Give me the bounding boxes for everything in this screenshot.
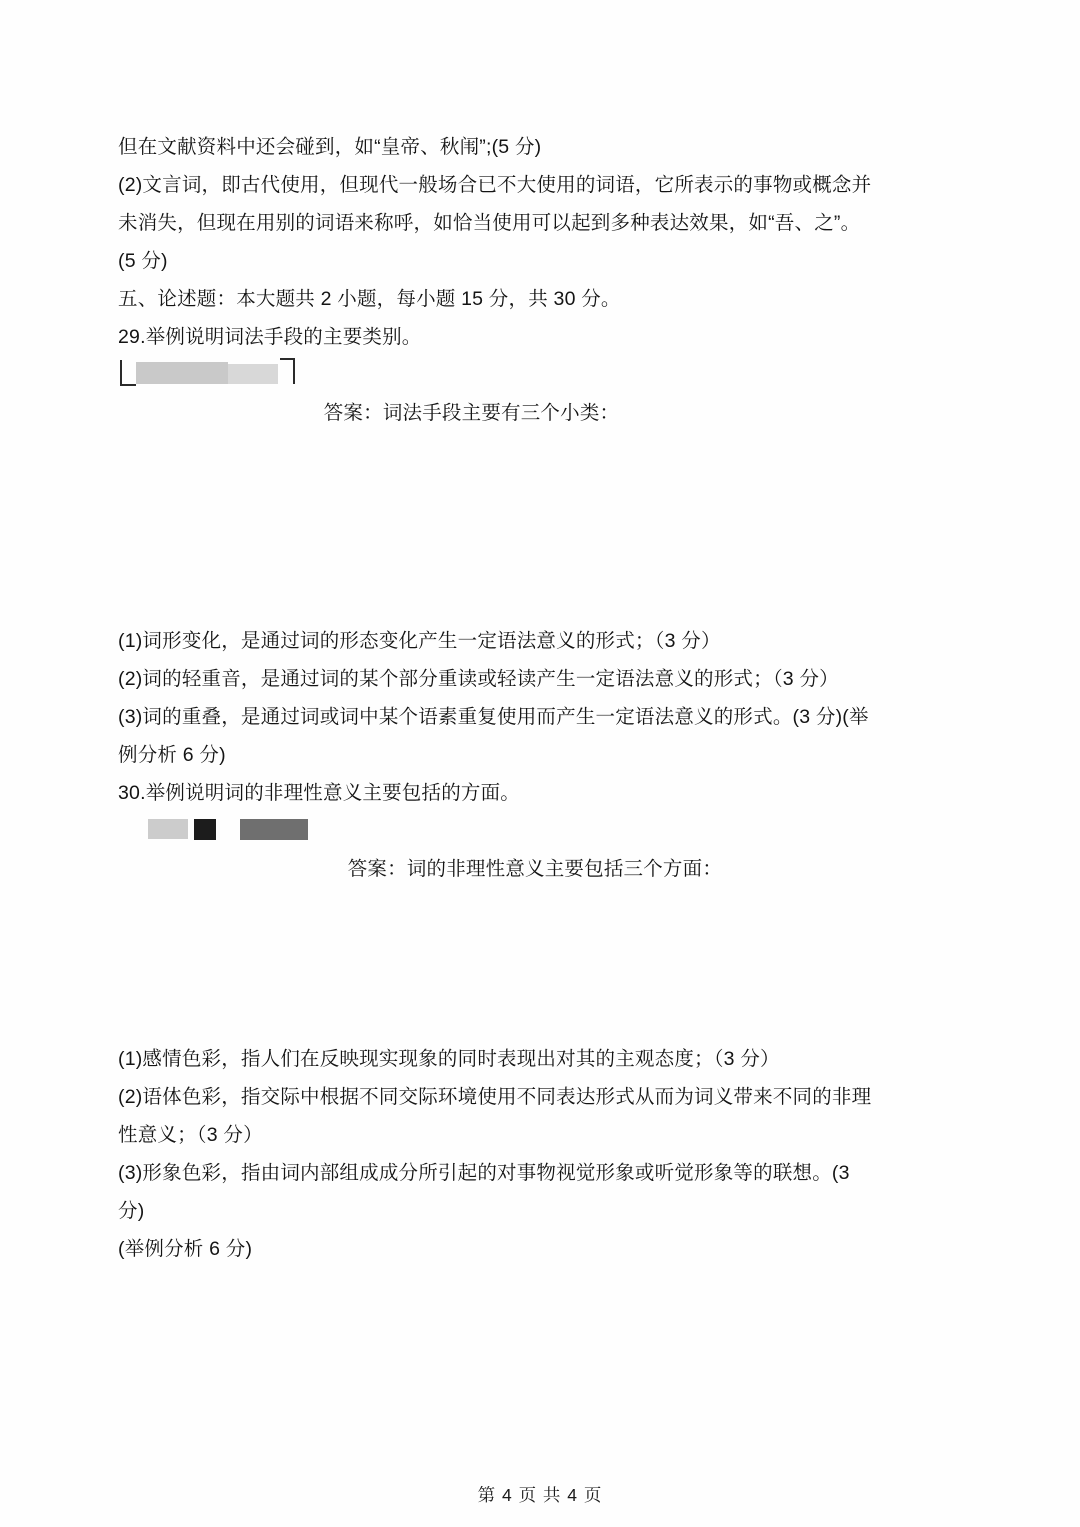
- question-29-answer-line: [118, 356, 966, 622]
- body-line-14: (1)感情色彩，指人们在反映现实现象的同时表现出对其的主观态度；（3 分）: [118, 1048, 780, 1070]
- body-line-15: (2)语体色彩，指交际中根据不同交际环境使用不同表达形式从而为词义带来不同的非理: [118, 1086, 872, 1108]
- question-30-answer-line: [118, 812, 966, 1040]
- section-heading-five: 五、论述题：本大题共 2 小题，每小题 15 分，共 30 分。: [118, 288, 621, 310]
- redaction-block-2: [228, 364, 278, 384]
- body-line-3: 未消失，但现在用别的词语来称呼，如恰当使用可以起到多种表达效果，如“吾、之”。: [118, 212, 861, 234]
- body-line-16: 性意义；（3 分）: [118, 1124, 263, 1146]
- redaction-block-1: [136, 362, 228, 384]
- body-line-17: (3)形象色彩，指由词内部组成成分所引起的对事物视觉形象或听觉形象等的联想。(3: [118, 1162, 850, 1184]
- redaction-block-3a: [148, 819, 188, 839]
- bracket-left-icon: [120, 360, 136, 386]
- body-line-2: (2)文言词，即古代使用，但现代一般场合已不大使用的词语，它所表示的事物或概念并: [118, 174, 872, 196]
- question-29-stem: 29.举例说明词法手段的主要类别。: [118, 326, 422, 348]
- body-line-18: 分): [118, 1200, 145, 1222]
- question-30-answer-text: 答案：词的非理性意义主要包括三个方面：: [347, 858, 723, 880]
- body-line-8: (1)词形变化，是通过词的形态变化产生一定语法意义的形式；（3 分）: [118, 630, 721, 652]
- body-line-10: (3)词的重叠，是通过词或词中某个语素重复使用而产生一定语法意义的形式。(3 分)(举: [118, 706, 869, 728]
- page-footer: 第 4 页 共 4 页: [477, 1485, 603, 1505]
- body-line-19: (举例分析 6 分): [118, 1238, 253, 1260]
- question-30-stem: 30.举例说明词的非理性意义主要包括的方面。: [118, 782, 521, 804]
- document-body: [118, 128, 966, 1268]
- redaction-block-4: [240, 819, 308, 840]
- bracket-right-icon: [280, 358, 295, 384]
- question-29-answer-text: 答案：词法手段主要有三个小类：: [323, 402, 620, 424]
- body-line-9: (2)词的轻重音，是通过词的某个部分重读或轻读产生一定语法意义的形式；（3 分）: [118, 668, 839, 690]
- redaction-block-3: [194, 819, 216, 840]
- body-line-1: 但在文献资料中还会碰到，如“皇帝、秋闱”;(5 分): [118, 136, 542, 158]
- body-line-11: 例分析 6 分): [118, 744, 226, 766]
- body-line-4: (5 分): [118, 250, 168, 272]
